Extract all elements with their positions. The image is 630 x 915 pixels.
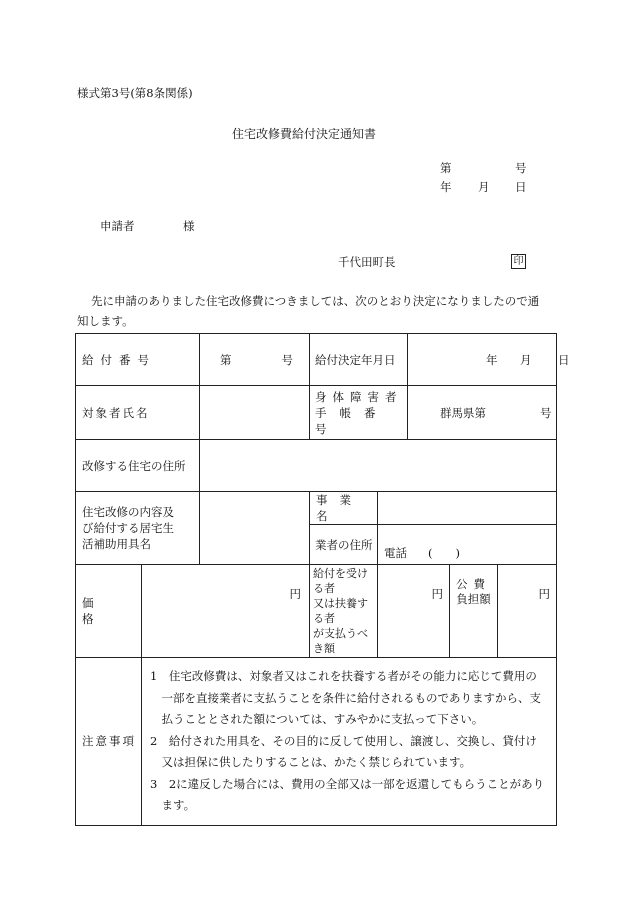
date-day: 日 (515, 180, 527, 194)
price-label-cell: 価格 (76, 565, 142, 658)
issuer-name: 千代田町長 (338, 255, 396, 269)
subject-name-label-cell: 対象者氏名 (76, 386, 200, 440)
number-suffix: 号 (515, 161, 527, 175)
date-month: 月 (478, 180, 490, 194)
seal-mark: 印 (511, 253, 526, 269)
business-address-cell: 電話 ( ) (378, 525, 557, 565)
public-burden-cell: 公費 負担額 円 (450, 565, 557, 658)
applicant-label: 申請者 (100, 219, 135, 233)
form-number: 様式第3号(第8条関係) (77, 86, 193, 100)
intro-line-2: 知します。 (77, 314, 134, 328)
decision-form-table (75, 333, 570, 826)
notes-label-cell: 注意事項 (76, 658, 142, 826)
content-cell (200, 492, 310, 565)
date-year: 年 (440, 180, 452, 194)
decision-date-label-cell: 給付決定年月日 (310, 334, 408, 386)
note-line: 1 住宅改修費は、対象者又はこれを扶養する者がその能力に応じて費用の (150, 669, 537, 683)
disability-number-cell: 群馬県第 号 (408, 386, 557, 440)
price-cell: 円 (142, 565, 310, 658)
decision-date-cell: 年 月 日 (408, 334, 557, 386)
note-line: 一部を直接業者に支払うことを条件に給付されるものでありますから、支 (150, 690, 541, 705)
disability-label-cell: 身体障害者 手帳番号 (310, 386, 408, 440)
content-label-cell: 住宅改修の内容及 び給付する居宅生 活補助用具名 (76, 492, 200, 565)
note-line: 又は担保に供したりすることは、かたく禁じられています。 (150, 755, 472, 769)
note-line: 2 給付された用具を、その目的に反して使用し、譲渡し、交換し、貸付け (150, 733, 537, 748)
document-title: 住宅改修費給付決定通知書 (232, 127, 377, 141)
note-line: ます。 (150, 798, 196, 812)
address-cell (200, 440, 557, 492)
intro-line-1: 先に申請のありました住宅改修費につきましては、次のとおり決定になりましたので通 (91, 294, 540, 308)
notes-cell (142, 658, 557, 826)
subject-name-cell (200, 386, 310, 440)
business-name-cell (378, 492, 557, 525)
number-prefix: 第 (440, 161, 452, 175)
burden-cell: 円 (378, 565, 450, 658)
note-line: 払うこととされた額については、すみやかに支払って下さい。 (150, 712, 484, 726)
public-burden-label: 公費 負担額 (450, 565, 498, 657)
honorific: 様 (183, 219, 195, 233)
address-label-cell: 改修する住宅の住所 (76, 440, 200, 492)
payment-number-cell: 第 号 (200, 334, 310, 386)
note-line: 3 2に違反した場合には、費用の全部又は一部を返還してもらうことがあり (150, 776, 545, 791)
burden-label-cell: 給付を受ける者 又は扶養する者 が支払うべき額 (310, 565, 378, 658)
business-name-label-cell: 事業名 (310, 492, 378, 525)
payment-number-label-cell: 給付番号 (76, 334, 200, 386)
business-address-label-cell: 業者の住所 (310, 525, 378, 565)
